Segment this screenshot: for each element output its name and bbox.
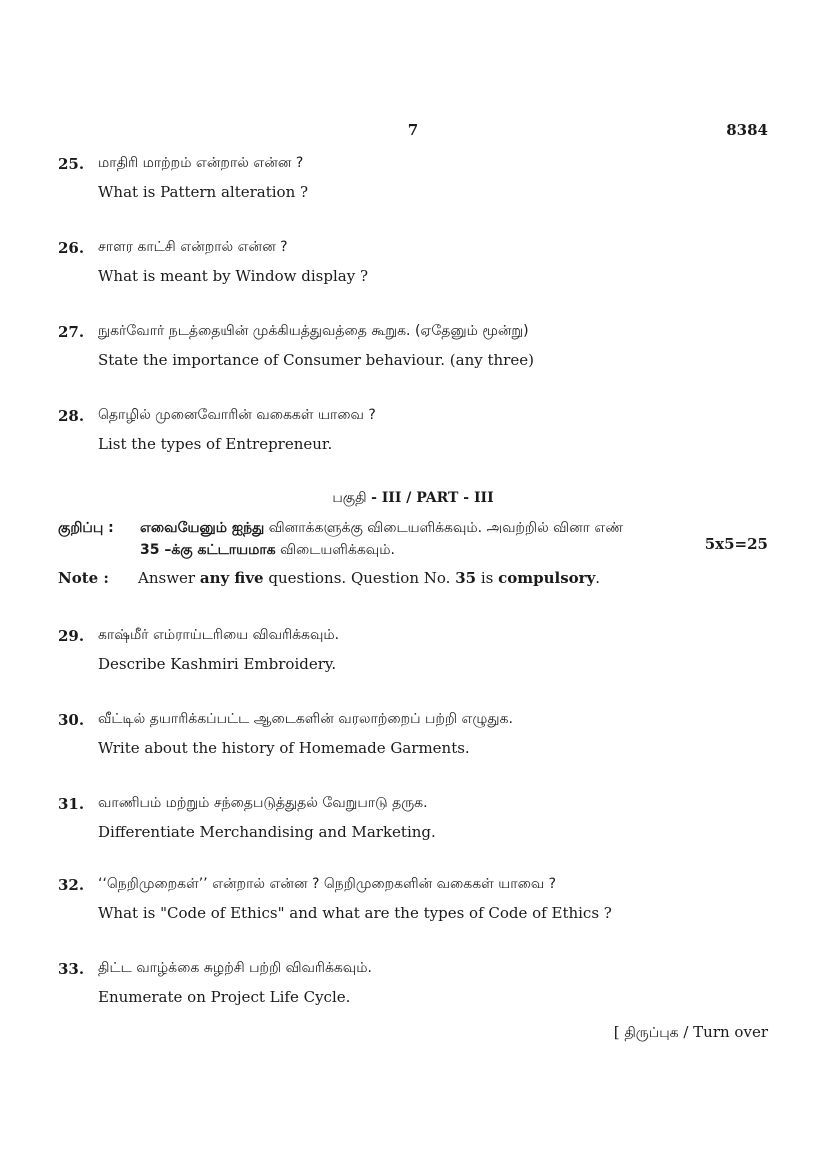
note-label-tamil: குறிப்பு : (58, 520, 114, 536)
question-number: 31. (58, 795, 85, 813)
note-emphasis: any five (199, 569, 264, 587)
note-line-2 (140, 542, 395, 560)
question-text-tamil: நுகர்வோர் நடத்தையின் முக்கியத்துவத்தை கூறுக. (ஏதேனும் மூன்று) (98, 323, 529, 339)
turn-over-english: / Turn over (678, 1023, 768, 1041)
turn-over-note (614, 1023, 768, 1043)
part-heading (0, 490, 826, 508)
question-text-english: Write about the history of Homemade Garments. (98, 739, 470, 757)
question-text-english: What is meant by Window display ? (98, 267, 368, 285)
question-number: 33. (58, 960, 85, 978)
note-instructions (138, 569, 600, 587)
question-text-tamil: வீட்டில் தயாரிக்கப்பட்ட ஆடைகளின் வரலாற்றைப் பற்றி எழுதுக. (98, 711, 513, 727)
question-text-english: List the types of Entrepreneur. (98, 435, 333, 453)
marks-scheme: 5x5=25 (704, 535, 768, 553)
question-text-english: State the importance of Consumer behaviour. (any three) (98, 351, 534, 369)
note-line-1 (140, 520, 623, 538)
note-text: Answer (138, 569, 200, 587)
question-number: 32. (58, 876, 85, 894)
bracket: [ (613, 1023, 625, 1041)
question-text-tamil: திட்ட வாழ்க்கை சுழற்சி பற்றி விவரிக்கவும். (98, 960, 373, 976)
note-text: விடையளிக்கவும். (275, 542, 395, 558)
question-text-english: What is "Code of Ethics" and what are the types of Code of Ethics ? (98, 904, 612, 922)
note-label-english: Note : (58, 569, 109, 587)
note-text: is (476, 569, 499, 587)
paper-code: 8384 (726, 121, 768, 139)
question-number: 25. (58, 155, 85, 173)
question-number: 27. (58, 323, 85, 341)
question-text-tamil: மாதிரி மாற்றம் என்றால் என்ன ? (98, 155, 304, 171)
page-number: 7 (407, 121, 419, 139)
question-number: 30. (58, 711, 85, 729)
question-text-english: Enumerate on Project Life Cycle. (98, 988, 351, 1006)
question-text-tamil: தொழில் முனைவோரின் வகைகள் யாவை ? (98, 407, 376, 423)
question-text-tamil: காஷ்மீர் எம்ராய்டரியை விவரிக்கவும். (98, 627, 340, 643)
note-text: questions. Question No. (263, 569, 456, 587)
note-emphasis: எவையேனும் ஐந்து (140, 520, 265, 536)
note-emphasis: 35 –க்கு கட்டாயமாக (140, 542, 276, 558)
turn-over-tamil: திருப்புக (624, 1025, 679, 1041)
question-text-tamil: ‘‘நெறிமுறைகள்’’ என்றால் என்ன ? நெறிமுறைகளின் வகைகள் யாவை ? (98, 876, 557, 892)
note-text: . (595, 569, 601, 587)
question-text-english: What is Pattern alteration ? (98, 183, 309, 201)
note-text: வினாக்களுக்கு விடையளிக்கவும். அவற்றில் வினா எண் (264, 520, 624, 536)
question-text-tamil: வாணிபம் மற்றும் சந்தைபடுத்துதல் வேறுபாடு தருக. (98, 795, 428, 811)
question-number: 26. (58, 239, 85, 257)
question-number: 29. (58, 627, 85, 645)
part-heading-tamil: பகுதி (332, 490, 367, 506)
question-text-tamil: சாளர காட்சி என்றால் என்ன ? (98, 239, 288, 255)
question-text-english: Differentiate Merchandising and Marketing. (98, 823, 436, 841)
question-text-english: Describe Kashmiri Embroidery. (98, 655, 337, 673)
note-emphasis: 35 (455, 569, 477, 587)
question-number: 28. (58, 407, 85, 425)
note-emphasis: compulsory (498, 569, 596, 587)
part-heading-english: - III / PART - III (371, 490, 494, 506)
